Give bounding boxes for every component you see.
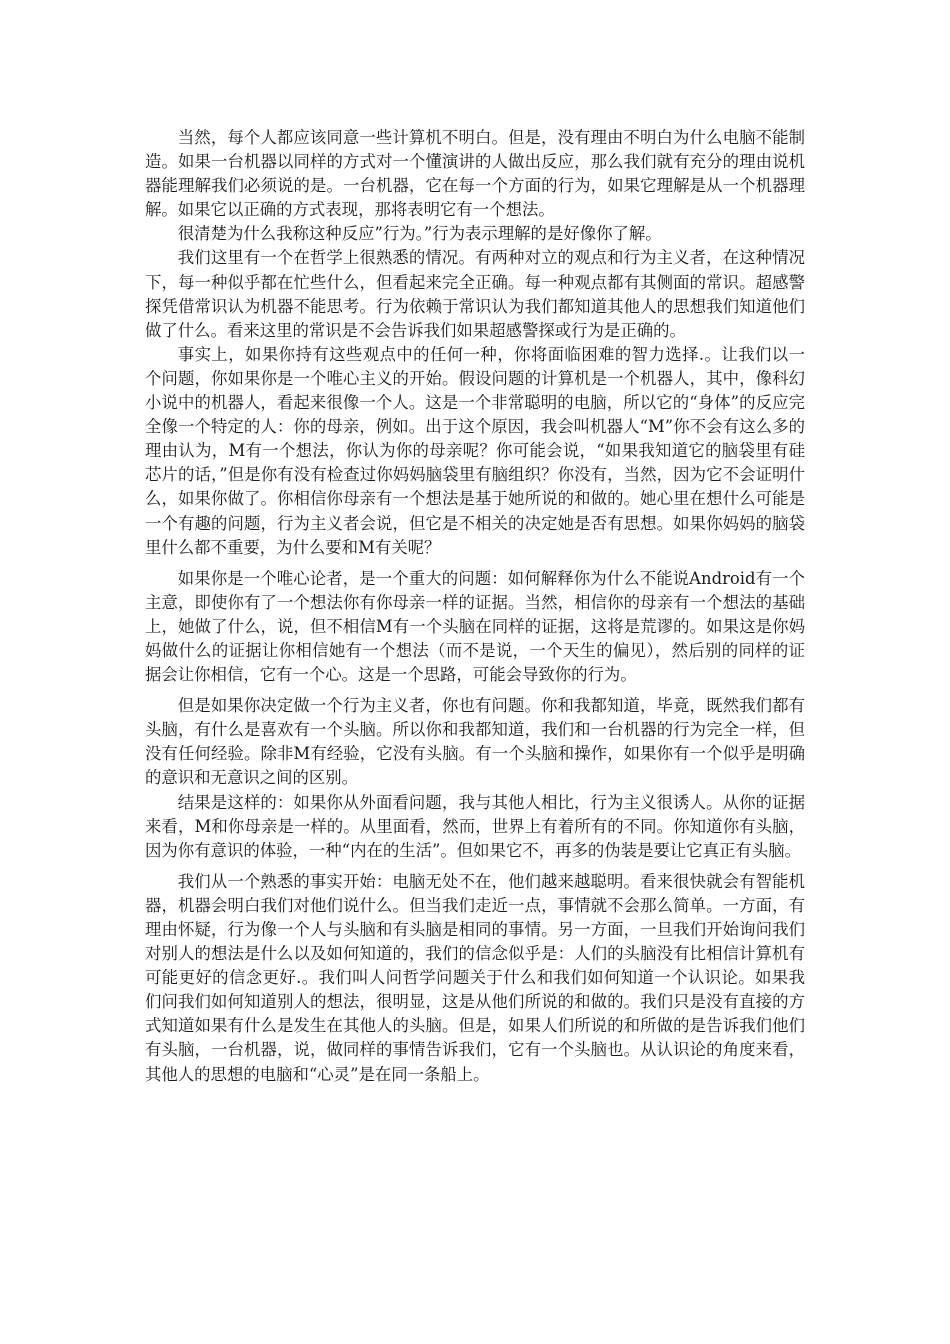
paragraph-5: 如果你是一个唯心论者，是一个重大的问题：如何解释你为什么不能说Android有一个主意，即使你有了一个想法你有你母亲一样的证据。当然，相信你的母亲有一个想法的基础上，她做了什么，说，但不相信M有一个头脑在同样的证据，这将是荒谬的。如果这是你妈妈做什么的证据让你相信她有一个想法（而不是说，一个天生的偏见），然后别的同样的证据会让你相信，它有一个心。这是一个思路，可能会导致你的行为。 — [145, 568, 805, 685]
paragraph-8: 我们从一个熟悉的事实开始：电脑无处不在，他们越来越聪明。看来很快就会有智能机器，机器会明白我们对他们说什么。但当我们走近一点，事情就不会那么简单。一方面，有理由怀疑，行为像一个人与头脑和有头脑是相同的事情。另一方面，一旦我们开始询问我们对别人的想法是什么以及如何知道的，我们的信念似乎是：人们的头脑没有比相信计算机有可能更好的信念更好.。我们叫人问哲学问题关于什么和我们如何知道一个认识论。如果我们问我们如何知道别人的想法，很明显，这是从他们所说的和做的。我们只是没有直接的方式知道如果有什么是发生在其他人的头脑。但是，如果人们所说的和所做的是告诉我们他们有头脑，一台机器，说，做同样的事情告诉我们，它有一个头脑也。从认识论的角度来看，其他人的思想的电脑和“心灵”是在同一条船上。 — [145, 871, 805, 1084]
paragraph-6: 但是如果你决定做一个行为主义者，你也有问题。你和我都知道，毕竟，既然我们都有头脑，有什么是喜欢有一个头脑。所以你和我都知道，我们和一台机器的行为完全一样，但没有任何经验。除非M有经验，它没有头脑。有一个头脑和操作，如果你有一个似乎是明确的意识和无意识之间的区别。 — [145, 696, 805, 788]
paragraph-2: 很清楚为什么我称这种反应”行为。”行为表示理解的是好像你了解。 — [177, 224, 662, 244]
paragraph-3: 我们这里有一个在哲学上很熟悉的情况。有两种对立的观点和行为主义者，在这种情况下，每一种似乎都在忙些什么，但看起来完全正确。每一种观点都有其侧面的常识。超感警探凭借常识认为机器不能思考。行为依赖于常识认为我们都知道其他人的思想我们知道他们做了什么。看来这里的常识是不会告诉我们如果超感警探或行为是正确的。 — [145, 248, 805, 340]
paragraph-4: 事实上，如果你持有这些观点中的任何一种，你将面临困难的智力选择.。让我们以一个问题，你如果你是一个唯心主义的开始。假设问题的计算机是一个机器人，其中，像科幻小说中的机器人，看起来很像一个人。这是一个非常聪明的电脑，所以它的“身体”的反应完全像一个特定的人：你的母亲，例如。出于这个原因，我会叫机器人“M”你不会有这么多的理由认为，M有一个想法，你认为你的母亲呢？你可能会说，“如果我知道它的脑袋里有硅芯片的话，”但是你有没有检查过你妈妈脑袋里有脑组织？你没有，当然，因为它不会证明什么，如果你做了。你相信你母亲有一个想法是基于她所说的和做的。她心里在想什么可能是一个有趣的问题，行为主义者会说，但它是不相关的决定她是否有思想。如果你妈妈的脑袋里什么都不重要，为什么要和M有关呢？ — [145, 344, 805, 557]
document-body — [145, 126, 805, 1087]
paragraph-7: 结果是这样的：如果你从外面看问题，我与其他人相比，行为主义很诱人。从你的证据来看，M和你母亲是一样的。从里面看，然而，世界上有着所有的不同。你知道你有头脑，因为你有意识的体验，一种“内在的生活”。但如果它不，再多的伪装是要让它真正有头脑。 — [145, 792, 805, 860]
paragraph-1: 当然，每个人都应该同意一些计算机不明白。但是，没有理由不明白为什么电脑不能制造。如果一台机器以同样的方式对一个懂演讲的人做出反应，那么我们就有充分的理由说机器能理解我们必须说的是。一台机器，它在每一个方面的行为，如果它理解是从一个机器理解。如果它以正确的方式表现，那将表明它有一个想法。 — [145, 128, 805, 220]
